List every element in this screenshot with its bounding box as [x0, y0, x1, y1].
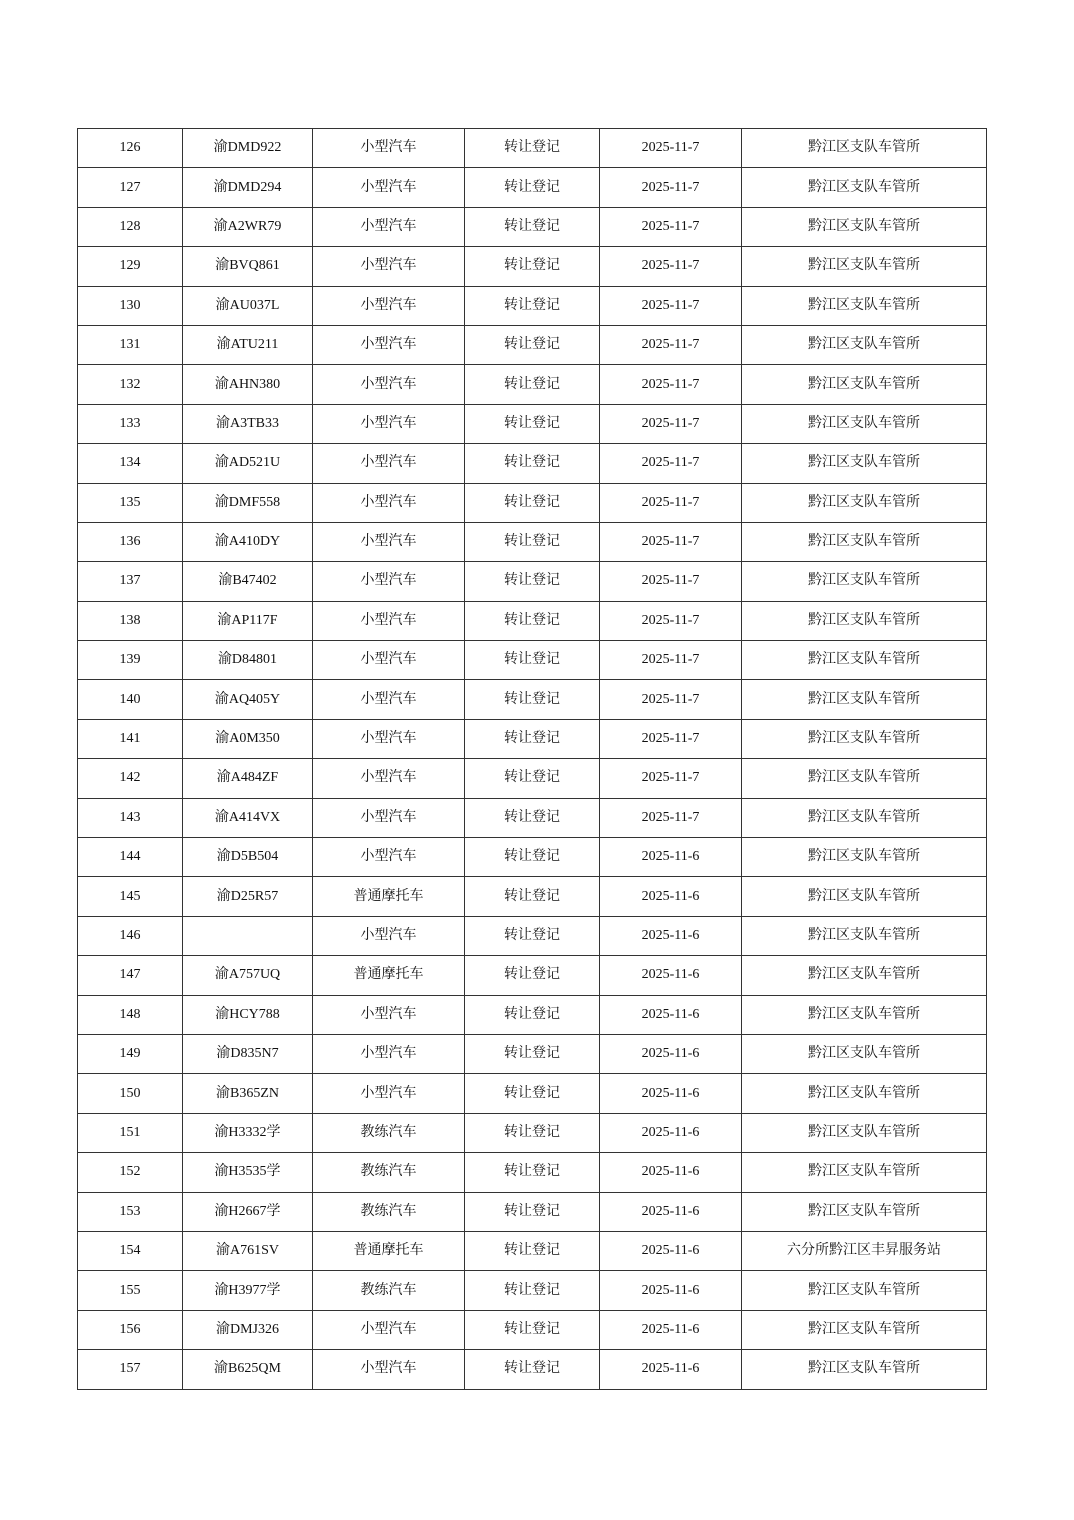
date-cell: 2025-11-6: [600, 1034, 742, 1073]
business-type-cell: 转让登记: [465, 719, 600, 758]
vehicle-type-cell: 小型汽车: [313, 483, 465, 522]
business-type-cell: 转让登记: [465, 916, 600, 955]
table-row: [78, 995, 987, 1034]
row-number-cell: 137: [78, 562, 183, 601]
plate-number-cell: 渝BVQ861: [183, 247, 313, 286]
business-type-cell: 转让登记: [465, 956, 600, 995]
business-type-cell: 转让登记: [465, 759, 600, 798]
office-cell: 黔江区支队车管所: [742, 129, 987, 168]
table-row: [78, 719, 987, 758]
date-cell: 2025-11-7: [600, 641, 742, 680]
plate-number-cell: 渝ATU211: [183, 325, 313, 364]
office-cell: 黔江区支队车管所: [742, 1350, 987, 1389]
business-type-cell: 转让登记: [465, 1034, 600, 1073]
plate-number-cell: 渝A0M350: [183, 719, 313, 758]
table-row: [78, 1310, 987, 1349]
table-row: [78, 1153, 987, 1192]
vehicle-type-cell: 小型汽车: [313, 247, 465, 286]
office-cell: 黔江区支队车管所: [742, 641, 987, 680]
plate-number-cell: 渝HCY788: [183, 995, 313, 1034]
table-row: [78, 444, 987, 483]
date-cell: 2025-11-7: [600, 404, 742, 443]
row-number-cell: 147: [78, 956, 183, 995]
vehicle-type-cell: 普通摩托车: [313, 1231, 465, 1270]
row-number-cell: 133: [78, 404, 183, 443]
table-row: [78, 1192, 987, 1231]
office-cell: 黔江区支队车管所: [742, 404, 987, 443]
business-type-cell: 转让登记: [465, 1074, 600, 1113]
date-cell: 2025-11-6: [600, 1310, 742, 1349]
date-cell: 2025-11-7: [600, 129, 742, 168]
row-number-cell: 154: [78, 1231, 183, 1270]
business-type-cell: 转让登记: [465, 1350, 600, 1389]
plate-number-cell: 渝DMF558: [183, 483, 313, 522]
row-number-cell: 144: [78, 838, 183, 877]
office-cell: 黔江区支队车管所: [742, 1271, 987, 1310]
vehicle-type-cell: 普通摩托车: [313, 956, 465, 995]
row-number-cell: 131: [78, 325, 183, 364]
vehicle-type-cell: 小型汽车: [313, 601, 465, 640]
table-row: [78, 680, 987, 719]
office-cell: 黔江区支队车管所: [742, 444, 987, 483]
plate-number-cell: 渝A3TB33: [183, 404, 313, 443]
office-cell: 黔江区支队车管所: [742, 365, 987, 404]
plate-number-cell: 渝A757UQ: [183, 956, 313, 995]
plate-number-cell: 渝A2WR79: [183, 207, 313, 246]
row-number-cell: 157: [78, 1350, 183, 1389]
row-number-cell: 135: [78, 483, 183, 522]
row-number-cell: 150: [78, 1074, 183, 1113]
date-cell: 2025-11-6: [600, 995, 742, 1034]
date-cell: 2025-11-7: [600, 365, 742, 404]
vehicle-type-cell: 教练汽车: [313, 1192, 465, 1231]
date-cell: 2025-11-7: [600, 680, 742, 719]
plate-number-cell: 渝AP117F: [183, 601, 313, 640]
plate-number-cell: 渝H3535学: [183, 1153, 313, 1192]
table-row: [78, 759, 987, 798]
office-cell: 黔江区支队车管所: [742, 325, 987, 364]
vehicle-type-cell: 小型汽车: [313, 719, 465, 758]
business-type-cell: 转让登记: [465, 995, 600, 1034]
business-type-cell: 转让登记: [465, 444, 600, 483]
business-type-cell: 转让登记: [465, 325, 600, 364]
business-type-cell: 转让登记: [465, 1231, 600, 1270]
date-cell: 2025-11-6: [600, 1271, 742, 1310]
vehicle-type-cell: 小型汽车: [313, 365, 465, 404]
table-row: [78, 838, 987, 877]
business-type-cell: 转让登记: [465, 483, 600, 522]
date-cell: 2025-11-6: [600, 956, 742, 995]
vehicle-type-cell: 小型汽车: [313, 680, 465, 719]
date-cell: 2025-11-6: [600, 1192, 742, 1231]
business-type-cell: 转让登记: [465, 207, 600, 246]
business-type-cell: 转让登记: [465, 168, 600, 207]
business-type-cell: 转让登记: [465, 798, 600, 837]
plate-number-cell: 渝DMD922: [183, 129, 313, 168]
business-type-cell: 转让登记: [465, 601, 600, 640]
office-cell: 黔江区支队车管所: [742, 483, 987, 522]
row-number-cell: 140: [78, 680, 183, 719]
plate-number-cell: 渝AHN380: [183, 365, 313, 404]
row-number-cell: 134: [78, 444, 183, 483]
table-row: [78, 365, 987, 404]
plate-number-cell: 渝A410DY: [183, 522, 313, 561]
plate-number-cell: [183, 916, 313, 955]
row-number-cell: 151: [78, 1113, 183, 1152]
vehicle-type-cell: 小型汽车: [313, 168, 465, 207]
table-row: [78, 286, 987, 325]
plate-number-cell: 渝D835N7: [183, 1034, 313, 1073]
table-body: [78, 129, 987, 1390]
vehicle-type-cell: 小型汽车: [313, 325, 465, 364]
vehicle-type-cell: 普通摩托车: [313, 877, 465, 916]
date-cell: 2025-11-7: [600, 483, 742, 522]
business-type-cell: 转让登记: [465, 641, 600, 680]
vehicle-type-cell: 小型汽车: [313, 404, 465, 443]
row-number-cell: 142: [78, 759, 183, 798]
plate-number-cell: 渝D5B504: [183, 838, 313, 877]
office-cell: 黔江区支队车管所: [742, 168, 987, 207]
table-row: [78, 168, 987, 207]
vehicle-type-cell: 小型汽车: [313, 759, 465, 798]
date-cell: 2025-11-7: [600, 286, 742, 325]
plate-number-cell: 渝B365ZN: [183, 1074, 313, 1113]
row-number-cell: 132: [78, 365, 183, 404]
office-cell: 六分所黔江区丰昇服务站: [742, 1231, 987, 1270]
date-cell: 2025-11-7: [600, 759, 742, 798]
date-cell: 2025-11-7: [600, 562, 742, 601]
vehicle-type-cell: 小型汽车: [313, 1350, 465, 1389]
vehicle-type-cell: 小型汽车: [313, 641, 465, 680]
vehicle-type-cell: 小型汽车: [313, 129, 465, 168]
row-number-cell: 155: [78, 1271, 183, 1310]
business-type-cell: 转让登记: [465, 286, 600, 325]
row-number-cell: 127: [78, 168, 183, 207]
table-row: [78, 207, 987, 246]
row-number-cell: 138: [78, 601, 183, 640]
office-cell: 黔江区支队车管所: [742, 522, 987, 561]
plate-number-cell: 渝AD521U: [183, 444, 313, 483]
vehicle-type-cell: 小型汽车: [313, 916, 465, 955]
business-type-cell: 转让登记: [465, 404, 600, 443]
vehicle-type-cell: 小型汽车: [313, 838, 465, 877]
vehicle-type-cell: 教练汽车: [313, 1113, 465, 1152]
table-row: [78, 522, 987, 561]
row-number-cell: 128: [78, 207, 183, 246]
plate-number-cell: 渝H3332学: [183, 1113, 313, 1152]
table-row: [78, 562, 987, 601]
table-row: [78, 601, 987, 640]
row-number-cell: 141: [78, 719, 183, 758]
date-cell: 2025-11-7: [600, 444, 742, 483]
vehicle-type-cell: 小型汽车: [313, 286, 465, 325]
plate-number-cell: 渝B47402: [183, 562, 313, 601]
vehicle-type-cell: 小型汽车: [313, 207, 465, 246]
vehicle-type-cell: 小型汽车: [313, 562, 465, 601]
table-row: [78, 641, 987, 680]
vehicle-type-cell: 小型汽车: [313, 522, 465, 561]
table-row: [78, 129, 987, 168]
row-number-cell: 136: [78, 522, 183, 561]
date-cell: 2025-11-7: [600, 719, 742, 758]
date-cell: 2025-11-6: [600, 916, 742, 955]
office-cell: 黔江区支队车管所: [742, 719, 987, 758]
row-number-cell: 148: [78, 995, 183, 1034]
date-cell: 2025-11-7: [600, 325, 742, 364]
plate-number-cell: 渝D84801: [183, 641, 313, 680]
row-number-cell: 146: [78, 916, 183, 955]
office-cell: 黔江区支队车管所: [742, 247, 987, 286]
date-cell: 2025-11-6: [600, 877, 742, 916]
office-cell: 黔江区支队车管所: [742, 1034, 987, 1073]
row-number-cell: 130: [78, 286, 183, 325]
office-cell: 黔江区支队车管所: [742, 956, 987, 995]
office-cell: 黔江区支队车管所: [742, 1074, 987, 1113]
table-row: [78, 1271, 987, 1310]
vehicle-type-cell: 小型汽车: [313, 1034, 465, 1073]
date-cell: 2025-11-6: [600, 838, 742, 877]
office-cell: 黔江区支队车管所: [742, 286, 987, 325]
row-number-cell: 126: [78, 129, 183, 168]
row-number-cell: 149: [78, 1034, 183, 1073]
vehicle-type-cell: 小型汽车: [313, 995, 465, 1034]
business-type-cell: 转让登记: [465, 1310, 600, 1349]
business-type-cell: 转让登记: [465, 365, 600, 404]
plate-number-cell: 渝AU037L: [183, 286, 313, 325]
office-cell: 黔江区支队车管所: [742, 680, 987, 719]
table-row: [78, 1113, 987, 1152]
date-cell: 2025-11-7: [600, 601, 742, 640]
date-cell: 2025-11-7: [600, 247, 742, 286]
office-cell: 黔江区支队车管所: [742, 1310, 987, 1349]
office-cell: 黔江区支队车管所: [742, 562, 987, 601]
plate-number-cell: 渝A484ZF: [183, 759, 313, 798]
vehicle-type-cell: 小型汽车: [313, 798, 465, 837]
office-cell: 黔江区支队车管所: [742, 759, 987, 798]
business-type-cell: 转让登记: [465, 129, 600, 168]
date-cell: 2025-11-7: [600, 168, 742, 207]
date-cell: 2025-11-6: [600, 1113, 742, 1152]
date-cell: 2025-11-6: [600, 1074, 742, 1113]
date-cell: 2025-11-7: [600, 798, 742, 837]
table-row: [78, 1231, 987, 1270]
business-type-cell: 转让登记: [465, 1271, 600, 1310]
office-cell: 黔江区支队车管所: [742, 798, 987, 837]
table-row: [78, 956, 987, 995]
office-cell: 黔江区支队车管所: [742, 877, 987, 916]
row-number-cell: 156: [78, 1310, 183, 1349]
date-cell: 2025-11-6: [600, 1153, 742, 1192]
plate-number-cell: 渝A761SV: [183, 1231, 313, 1270]
vehicle-type-cell: 小型汽车: [313, 444, 465, 483]
business-type-cell: 转让登记: [465, 877, 600, 916]
vehicle-type-cell: 教练汽车: [313, 1271, 465, 1310]
office-cell: 黔江区支队车管所: [742, 1113, 987, 1152]
office-cell: 黔江区支队车管所: [742, 1153, 987, 1192]
office-cell: 黔江区支队车管所: [742, 601, 987, 640]
plate-number-cell: 渝A414VX: [183, 798, 313, 837]
table-row: [78, 404, 987, 443]
table-row: [78, 1074, 987, 1113]
table-row: [78, 1350, 987, 1389]
row-number-cell: 139: [78, 641, 183, 680]
row-number-cell: 129: [78, 247, 183, 286]
business-type-cell: 转让登记: [465, 1153, 600, 1192]
business-type-cell: 转让登记: [465, 562, 600, 601]
business-type-cell: 转让登记: [465, 838, 600, 877]
row-number-cell: 145: [78, 877, 183, 916]
date-cell: 2025-11-6: [600, 1350, 742, 1389]
business-type-cell: 转让登记: [465, 1192, 600, 1231]
date-cell: 2025-11-7: [600, 522, 742, 561]
vehicle-type-cell: 小型汽车: [313, 1310, 465, 1349]
table-row: [78, 247, 987, 286]
table-row: [78, 877, 987, 916]
table-row: [78, 483, 987, 522]
plate-number-cell: 渝DMJ326: [183, 1310, 313, 1349]
table-row: [78, 916, 987, 955]
plate-number-cell: 渝H2667学: [183, 1192, 313, 1231]
office-cell: 黔江区支队车管所: [742, 838, 987, 877]
plate-number-cell: 渝AQ405Y: [183, 680, 313, 719]
business-type-cell: 转让登记: [465, 247, 600, 286]
date-cell: 2025-11-7: [600, 207, 742, 246]
vehicle-type-cell: 教练汽车: [313, 1153, 465, 1192]
row-number-cell: 143: [78, 798, 183, 837]
registration-table: [77, 128, 987, 1390]
table-row: [78, 798, 987, 837]
plate-number-cell: 渝B625QM: [183, 1350, 313, 1389]
business-type-cell: 转让登记: [465, 1113, 600, 1152]
office-cell: 黔江区支队车管所: [742, 1192, 987, 1231]
table-row: [78, 1034, 987, 1073]
plate-number-cell: 渝D25R57: [183, 877, 313, 916]
table-row: [78, 325, 987, 364]
vehicle-type-cell: 小型汽车: [313, 1074, 465, 1113]
business-type-cell: 转让登记: [465, 680, 600, 719]
business-type-cell: 转让登记: [465, 522, 600, 561]
plate-number-cell: 渝DMD294: [183, 168, 313, 207]
date-cell: 2025-11-6: [600, 1231, 742, 1270]
office-cell: 黔江区支队车管所: [742, 916, 987, 955]
row-number-cell: 152: [78, 1153, 183, 1192]
plate-number-cell: 渝H3977学: [183, 1271, 313, 1310]
row-number-cell: 153: [78, 1192, 183, 1231]
office-cell: 黔江区支队车管所: [742, 995, 987, 1034]
office-cell: 黔江区支队车管所: [742, 207, 987, 246]
